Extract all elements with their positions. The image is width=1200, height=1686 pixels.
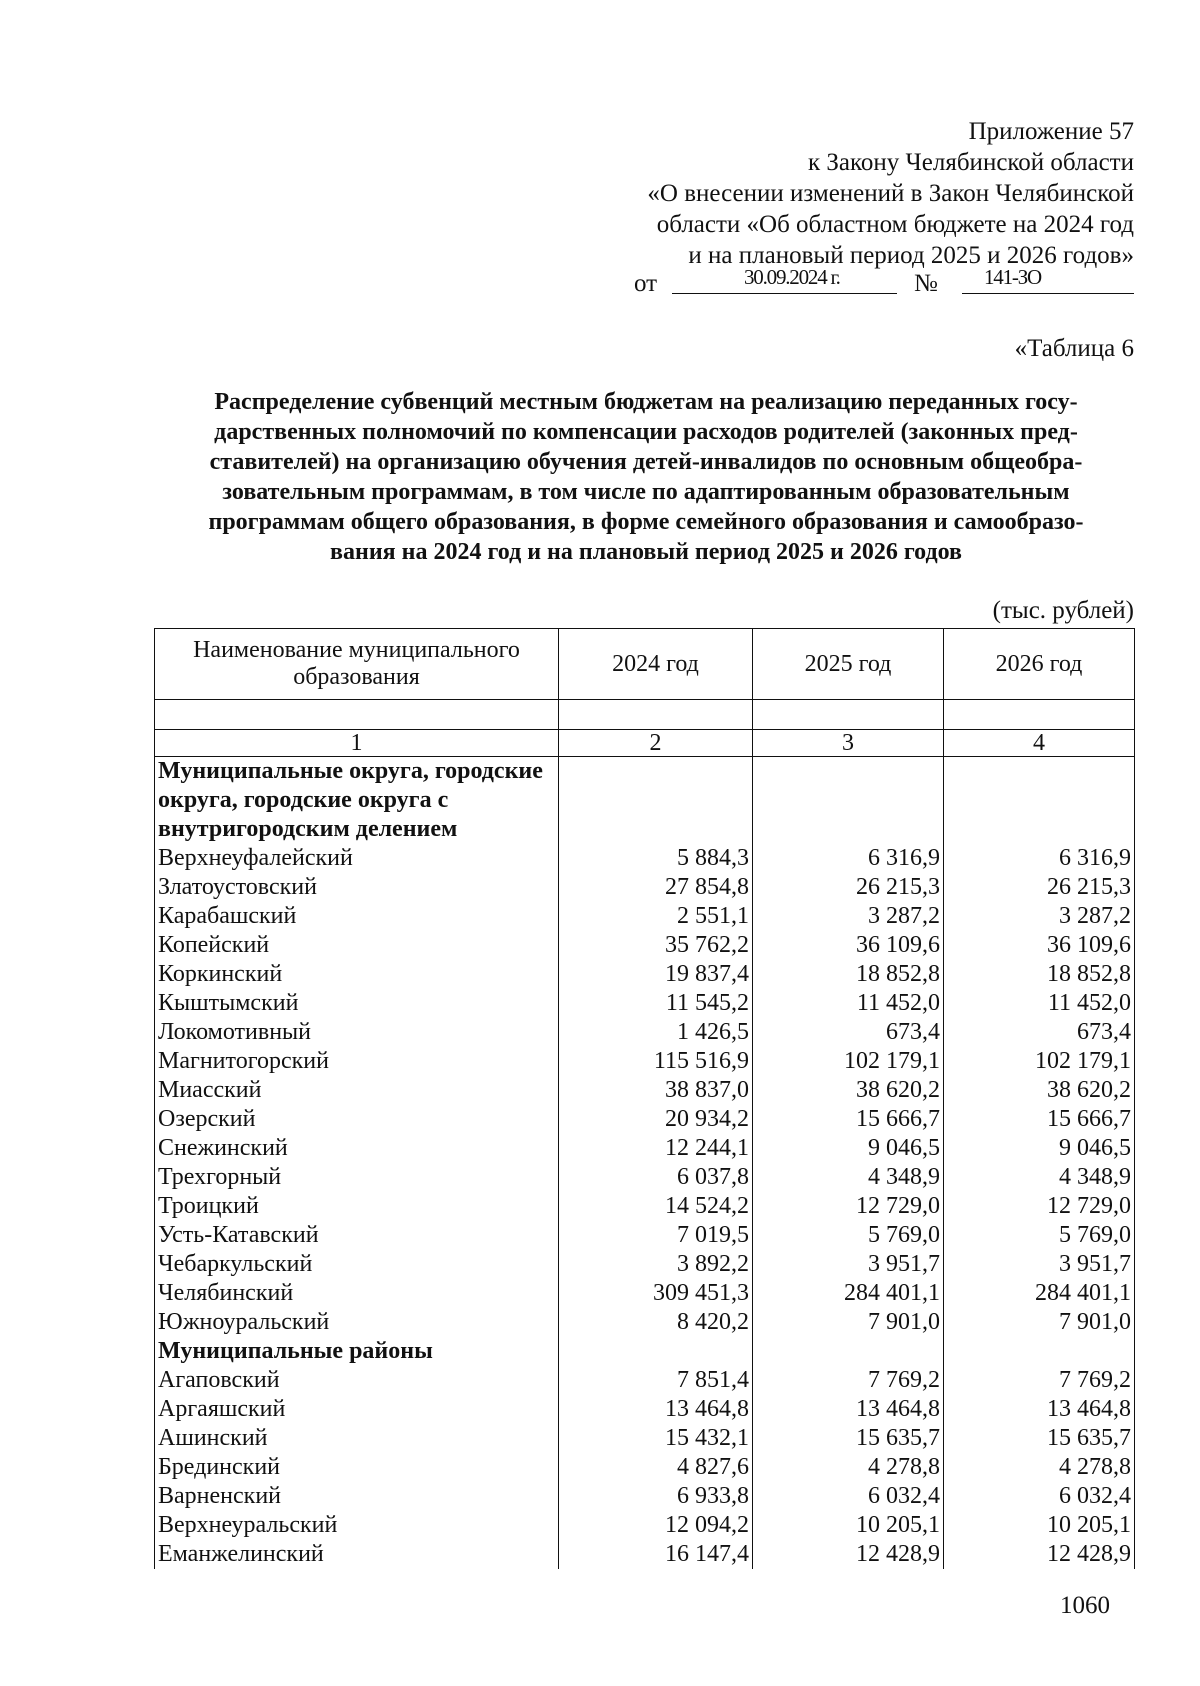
empty-cell <box>753 757 944 845</box>
header-2026: 2026 год <box>944 629 1135 700</box>
municipality-name: Копейский <box>155 931 559 960</box>
appendix-line: к Закону Челябинской области <box>808 149 1134 176</box>
municipality-name: Карабашский <box>155 902 559 931</box>
law-date: 30.09.2024 г. <box>744 265 840 289</box>
table-header-row <box>155 629 1135 700</box>
value-2024: 2 551,1 <box>559 902 753 931</box>
title-line: зовательным программам, в том числе по адаптированным образовательным <box>222 479 1070 505</box>
table-row <box>155 1279 1135 1308</box>
table-row <box>155 1424 1135 1453</box>
column-number: 1 <box>155 730 559 757</box>
value-2026: 38 620,2 <box>944 1076 1135 1105</box>
value-2025: 11 452,0 <box>753 989 944 1018</box>
table-row <box>155 1453 1135 1482</box>
value-2025: 4 348,9 <box>753 1163 944 1192</box>
table-row <box>155 1540 1135 1569</box>
value-2026: 9 046,5 <box>944 1134 1135 1163</box>
value-2026: 13 464,8 <box>944 1395 1135 1424</box>
table-row <box>155 1192 1135 1221</box>
column-number: 2 <box>559 730 753 757</box>
column-number-row <box>155 730 1135 757</box>
value-2025: 4 278,8 <box>753 1453 944 1482</box>
municipality-name: Озерский <box>155 1105 559 1134</box>
appendix-line: «О внесении изменений в Закон Челябинской <box>647 180 1134 207</box>
value-2025: 9 046,5 <box>753 1134 944 1163</box>
municipality-name: Верхнеуральский <box>155 1511 559 1540</box>
municipality-name: Усть-Катавский <box>155 1221 559 1250</box>
table-row <box>155 931 1135 960</box>
value-2025: 38 620,2 <box>753 1076 944 1105</box>
title-line: Распределение субвенций местным бюджетам на реализацию переданных госу- <box>214 389 1078 415</box>
value-2026: 6 032,4 <box>944 1482 1135 1511</box>
group-header-row <box>155 1337 1135 1366</box>
title-line: дарственных полномочий по компенсации расходов родителей (законных пред- <box>214 419 1078 445</box>
subvention-table <box>154 628 1135 1569</box>
municipality-name: Еманжелинский <box>155 1540 559 1569</box>
value-2025: 673,4 <box>753 1018 944 1047</box>
table-row <box>155 1047 1135 1076</box>
municipality-name: Челябинский <box>155 1279 559 1308</box>
value-2024: 5 884,3 <box>559 844 753 873</box>
value-2024: 7 851,4 <box>559 1366 753 1395</box>
municipality-name: Миасский <box>155 1076 559 1105</box>
unit-label: (тыс. рублей) <box>992 597 1134 624</box>
value-2024: 7 019,5 <box>559 1221 753 1250</box>
value-2024: 6 933,8 <box>559 1482 753 1511</box>
value-2024: 38 837,0 <box>559 1076 753 1105</box>
value-2025: 18 852,8 <box>753 960 944 989</box>
value-2025: 12 729,0 <box>753 1192 944 1221</box>
table-row <box>155 844 1135 873</box>
value-2024: 14 524,2 <box>559 1192 753 1221</box>
header-municipality: Наименование муниципального образования <box>155 629 559 700</box>
value-2026: 36 109,6 <box>944 931 1135 960</box>
title-line: ставителей) на организацию обучения детей-инвалидов по основным общеобра- <box>209 449 1083 475</box>
column-number: 3 <box>753 730 944 757</box>
value-2026: 6 316,9 <box>944 844 1135 873</box>
value-2024: 4 827,6 <box>559 1453 753 1482</box>
municipality-name: Ашинский <box>155 1424 559 1453</box>
title-line: программам общего образования, в форме семейного образования и самообразо- <box>208 509 1084 535</box>
value-2024: 35 762,2 <box>559 931 753 960</box>
value-2025: 15 635,7 <box>753 1424 944 1453</box>
value-2025: 102 179,1 <box>753 1047 944 1076</box>
header-2024: 2024 год <box>559 629 753 700</box>
value-2024: 1 426,5 <box>559 1018 753 1047</box>
municipality-name: Кыштымский <box>155 989 559 1018</box>
value-2026: 7 769,2 <box>944 1366 1135 1395</box>
value-2024: 309 451,3 <box>559 1279 753 1308</box>
empty-cell <box>753 1337 944 1366</box>
table-row <box>155 1163 1135 1192</box>
municipality-name: Чебаркульский <box>155 1250 559 1279</box>
table-row <box>155 1511 1135 1540</box>
table-row <box>155 1482 1135 1511</box>
empty-cell <box>944 757 1135 845</box>
appendix-line: области «Об областном бюджете на 2024 год <box>656 211 1134 238</box>
empty-cell <box>944 1337 1135 1366</box>
column-number: 4 <box>944 730 1135 757</box>
municipality-name: Брединский <box>155 1453 559 1482</box>
group-header-row <box>155 757 1135 845</box>
municipality-name: Снежинский <box>155 1134 559 1163</box>
value-2026: 284 401,1 <box>944 1279 1135 1308</box>
municipality-name: Аргаяшский <box>155 1395 559 1424</box>
value-2025: 6 316,9 <box>753 844 944 873</box>
value-2026: 4 278,8 <box>944 1453 1135 1482</box>
value-2025: 7 769,2 <box>753 1366 944 1395</box>
value-2025: 6 032,4 <box>753 1482 944 1511</box>
value-2025: 26 215,3 <box>753 873 944 902</box>
table-row <box>155 902 1135 931</box>
table-row <box>155 1105 1135 1134</box>
group-title: Муниципальные округа, городские округа, городские округа с внутригородским делением <box>155 757 559 845</box>
value-2024: 115 516,9 <box>559 1047 753 1076</box>
value-2026: 26 215,3 <box>944 873 1135 902</box>
value-2024: 12 244,1 <box>559 1134 753 1163</box>
value-2024: 16 147,4 <box>559 1540 753 1569</box>
value-2026: 18 852,8 <box>944 960 1135 989</box>
municipality-name: Южноуральский <box>155 1308 559 1337</box>
value-2026: 3 951,7 <box>944 1250 1135 1279</box>
value-2024: 11 545,2 <box>559 989 753 1018</box>
appendix-line: Приложение 57 <box>968 118 1134 145</box>
municipality-name: Верхнеуфалейский <box>155 844 559 873</box>
value-2024: 27 854,8 <box>559 873 753 902</box>
page-number: 1060 <box>1060 1592 1110 1619</box>
law-number: 141-ЗО <box>984 265 1041 289</box>
value-2026: 4 348,9 <box>944 1163 1135 1192</box>
municipality-name: Троицкий <box>155 1192 559 1221</box>
value-2024: 19 837,4 <box>559 960 753 989</box>
municipality-name: Агаповский <box>155 1366 559 1395</box>
value-2024: 12 094,2 <box>559 1511 753 1540</box>
table-row <box>155 873 1135 902</box>
ot-label: от <box>634 270 658 297</box>
value-2025: 10 205,1 <box>753 1511 944 1540</box>
municipality-name: Варненский <box>155 1482 559 1511</box>
value-2024: 3 892,2 <box>559 1250 753 1279</box>
empty-cell <box>559 757 753 845</box>
value-2024: 20 934,2 <box>559 1105 753 1134</box>
value-2026: 5 769,0 <box>944 1221 1135 1250</box>
value-2025: 5 769,0 <box>753 1221 944 1250</box>
number-sign: № <box>914 270 938 297</box>
municipality-name: Коркинский <box>155 960 559 989</box>
table-row <box>155 1395 1135 1424</box>
document-title <box>156 387 1136 567</box>
value-2026: 673,4 <box>944 1018 1135 1047</box>
table-row <box>155 960 1135 989</box>
value-2025: 284 401,1 <box>753 1279 944 1308</box>
value-2026: 7 901,0 <box>944 1308 1135 1337</box>
table-label: «Таблица 6 <box>1014 335 1134 362</box>
value-2026: 3 287,2 <box>944 902 1135 931</box>
municipality-name: Трехгорный <box>155 1163 559 1192</box>
value-2025: 3 287,2 <box>753 902 944 931</box>
table-row <box>155 1366 1135 1395</box>
value-2026: 12 729,0 <box>944 1192 1135 1221</box>
value-2026: 15 666,7 <box>944 1105 1135 1134</box>
municipality-name: Магнитогорский <box>155 1047 559 1076</box>
header-2025: 2025 год <box>753 629 944 700</box>
value-2024: 13 464,8 <box>559 1395 753 1424</box>
municipality-name: Златоустовский <box>155 873 559 902</box>
value-2026: 15 635,7 <box>944 1424 1135 1453</box>
value-2024: 15 432,1 <box>559 1424 753 1453</box>
table-row <box>155 1250 1135 1279</box>
value-2025: 3 951,7 <box>753 1250 944 1279</box>
value-2025: 7 901,0 <box>753 1308 944 1337</box>
title-line: вания на 2024 год и на плановый период 2025 и 2026 годов <box>330 539 962 565</box>
value-2025: 36 109,6 <box>753 931 944 960</box>
law-date-number <box>634 262 1134 298</box>
value-2025: 13 464,8 <box>753 1395 944 1424</box>
appendix-header <box>494 116 1134 271</box>
appendix-line: и на плановый период 2025 и 2026 годов» <box>688 242 1134 269</box>
value-2025: 12 428,9 <box>753 1540 944 1569</box>
value-2024: 6 037,8 <box>559 1163 753 1192</box>
table-row <box>155 989 1135 1018</box>
table-row <box>155 1076 1135 1105</box>
value-2026: 11 452,0 <box>944 989 1135 1018</box>
table-row <box>155 1221 1135 1250</box>
value-2026: 12 428,9 <box>944 1540 1135 1569</box>
table-body <box>155 757 1135 1570</box>
municipality-name: Локомотивный <box>155 1018 559 1047</box>
group-title: Муниципальные районы <box>155 1337 559 1366</box>
empty-cell <box>559 1337 753 1366</box>
table-row <box>155 1018 1135 1047</box>
table-row <box>155 1134 1135 1163</box>
value-2026: 10 205,1 <box>944 1511 1135 1540</box>
value-2024: 8 420,2 <box>559 1308 753 1337</box>
value-2026: 102 179,1 <box>944 1047 1135 1076</box>
value-2025: 15 666,7 <box>753 1105 944 1134</box>
table-row <box>155 1308 1135 1337</box>
